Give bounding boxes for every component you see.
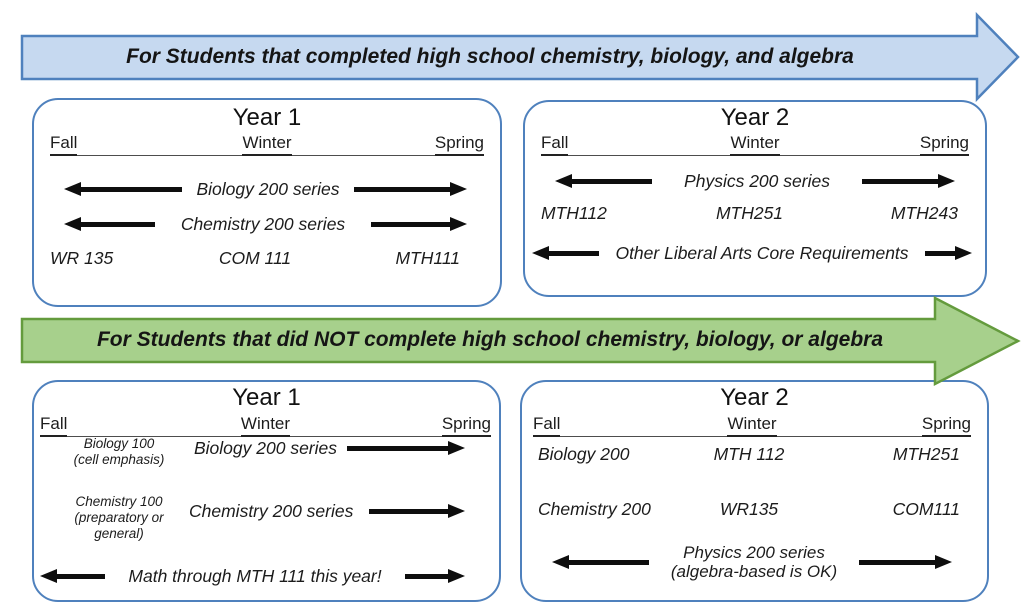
notprepared-year2-box xyxy=(520,380,989,602)
spring-course: COM111 xyxy=(892,499,960,519)
biology-series-label: Biology 200 series xyxy=(194,437,337,458)
year-title: Year 2 xyxy=(720,104,790,131)
season-winter: Winter xyxy=(190,414,340,436)
fall-chemistry-line2: (preparatory or xyxy=(74,510,164,525)
right-arrow xyxy=(354,182,467,196)
liberal-arts-label: Other Liberal Arts Core Requirements xyxy=(615,242,909,263)
right-arrow xyxy=(369,504,465,518)
season-winter: Winter xyxy=(195,133,340,155)
right-arrow xyxy=(862,174,955,188)
physics-series-row xyxy=(555,172,955,190)
prepared-year2-box xyxy=(523,100,987,297)
season-header xyxy=(50,133,484,156)
season-fall: Fall xyxy=(40,414,190,436)
season-fall: Fall xyxy=(50,133,195,155)
fall-course: Chemistry 200 xyxy=(538,499,651,519)
course-row xyxy=(541,203,958,224)
right-arrow xyxy=(925,246,972,260)
right-arrow xyxy=(347,441,465,455)
blue-banner-label: For Students that completed high school chemistry, biology, and algebra xyxy=(126,45,854,68)
left-arrow xyxy=(552,555,649,569)
left-arrow xyxy=(64,217,155,231)
right-arrow xyxy=(405,569,465,583)
fall-biology-line2: (cell emphasis) xyxy=(73,452,165,467)
fall-biology-line1: Biology 100 xyxy=(83,436,155,451)
left-arrow xyxy=(555,174,652,188)
year-title: Year 1 xyxy=(232,104,302,131)
physics-series-label xyxy=(649,543,859,581)
winter-course: MTH 112 xyxy=(713,444,785,464)
fall-course: MTH112 xyxy=(541,203,607,223)
winter-course: MTH251 xyxy=(715,203,784,223)
spring-course: MTH243 xyxy=(890,203,958,223)
right-arrow xyxy=(859,555,952,569)
biology-series-label: Biology 200 series xyxy=(196,178,340,199)
chemistry-series-label: Chemistry 200 series xyxy=(189,500,354,521)
liberal-arts-row xyxy=(532,244,972,262)
course-row-2 xyxy=(538,499,960,520)
fall-chemistry-cell xyxy=(44,494,194,542)
season-fall: Fall xyxy=(541,133,684,155)
physics-series-label: Physics 200 series xyxy=(684,170,830,191)
physics-series-row xyxy=(552,540,952,584)
fall-biology-cell xyxy=(44,436,194,468)
season-header xyxy=(40,414,491,437)
left-arrow xyxy=(64,182,182,196)
course-row xyxy=(50,248,460,269)
biology-series-row xyxy=(194,439,465,457)
fall-chemistry-line1: Chemistry 100 xyxy=(75,494,163,509)
winter-course: COM 111 xyxy=(218,248,292,268)
season-spring: Spring xyxy=(826,133,969,155)
prepared-year1-box xyxy=(32,98,502,307)
spring-course: MTH111 xyxy=(395,248,460,268)
season-fall: Fall xyxy=(533,414,679,436)
math-note-label: Math through MTH 111 this year! xyxy=(128,565,382,586)
physics-series-line2: (algebra-based is OK) xyxy=(670,562,838,581)
green-banner-label: For Students that did NOT complete high school chemistry, biology, or algebra xyxy=(96,328,884,351)
fall-course: Biology 200 xyxy=(538,444,630,464)
course-row-1 xyxy=(538,444,960,465)
season-header xyxy=(533,414,971,437)
math-note-row xyxy=(40,567,465,585)
season-winter: Winter xyxy=(679,414,825,436)
year-title: Year 1 xyxy=(232,384,301,411)
chemistry-series-row xyxy=(64,215,467,233)
season-spring: Spring xyxy=(825,414,971,436)
year-title: Year 2 xyxy=(720,384,789,411)
left-arrow xyxy=(532,246,599,260)
notprepared-year1-box xyxy=(32,380,501,602)
right-arrow xyxy=(371,217,467,231)
season-spring: Spring xyxy=(341,414,491,436)
fall-course: WR 135 xyxy=(50,248,114,268)
spring-course: MTH251 xyxy=(892,444,960,464)
season-header xyxy=(541,133,969,156)
physics-series-line1: Physics 200 series xyxy=(683,543,825,562)
chemistry-series-label: Chemistry 200 series xyxy=(180,213,346,234)
season-winter: Winter xyxy=(684,133,827,155)
chemistry-series-row xyxy=(189,502,465,520)
left-arrow xyxy=(40,569,105,583)
fall-chemistry-line3: general) xyxy=(94,526,144,541)
season-spring: Spring xyxy=(339,133,484,155)
biology-series-row xyxy=(64,180,467,198)
winter-course: WR135 xyxy=(719,499,779,519)
